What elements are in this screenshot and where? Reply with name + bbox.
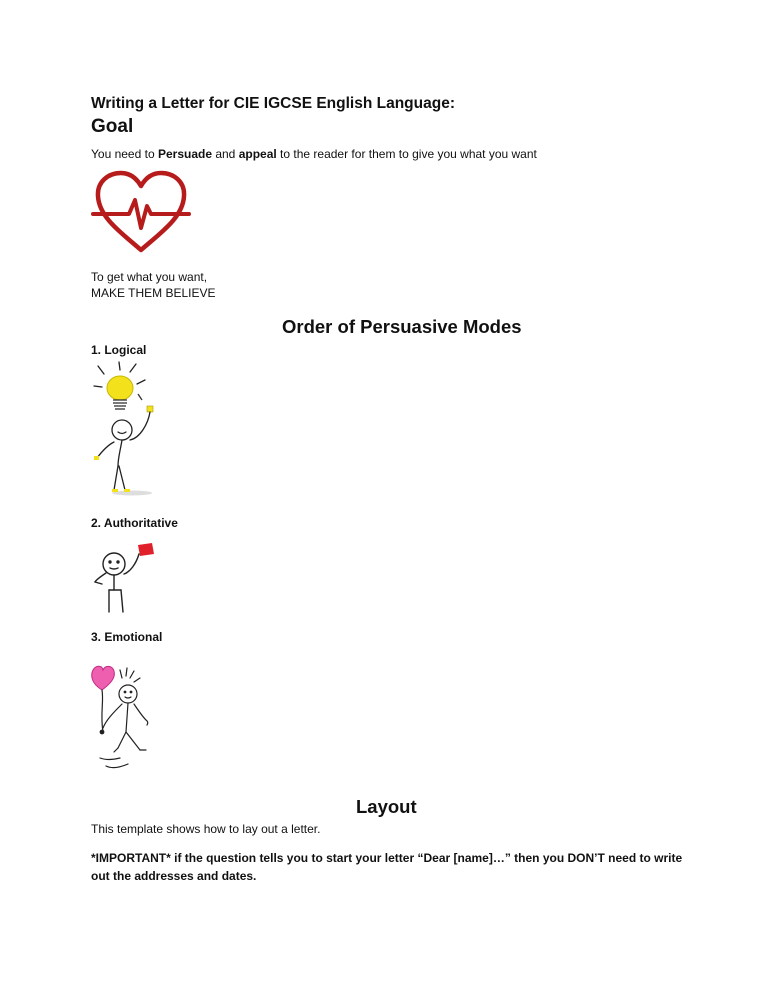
persuade-word: Persuade [157,147,212,161]
layout-heading: Layout [356,796,417,817]
lightbulb-figure-illustration [92,360,172,500]
layout-intro: This template shows how to lay out a letter. [91,822,321,836]
appeal-word: appeal [238,147,277,161]
important-note: *IMPORTANT* if the question tells you to start your letter “Dear [name]…” then you DON’T need to write out the addresses and dates. [91,851,683,883]
goal-heading: Goal [91,116,134,137]
mode-item-emotional: 3. Emotional [91,630,163,644]
goal-text-part: You need to [91,147,158,161]
flag-figure-illustration [92,542,162,616]
goal-text-part: and [212,147,239,161]
goal-line-2: MAKE THEM BELIEVE [91,286,216,300]
modes-heading: Order of Persuasive Modes [282,316,522,337]
heartbeat-heart-icon [93,170,189,256]
mode-item-authoritative: 2. Authoritative [91,516,178,530]
balloon-figure-illustration [88,662,158,776]
document-title: Writing a Letter for CIE IGCSE English Language: [91,95,455,112]
mode-item-logical: 1. Logical [91,343,147,357]
goal-line-1: To get what you want, [91,270,208,284]
goal-text-part: to the reader for them to give you what you want [276,147,537,161]
goal-description [91,147,537,161]
